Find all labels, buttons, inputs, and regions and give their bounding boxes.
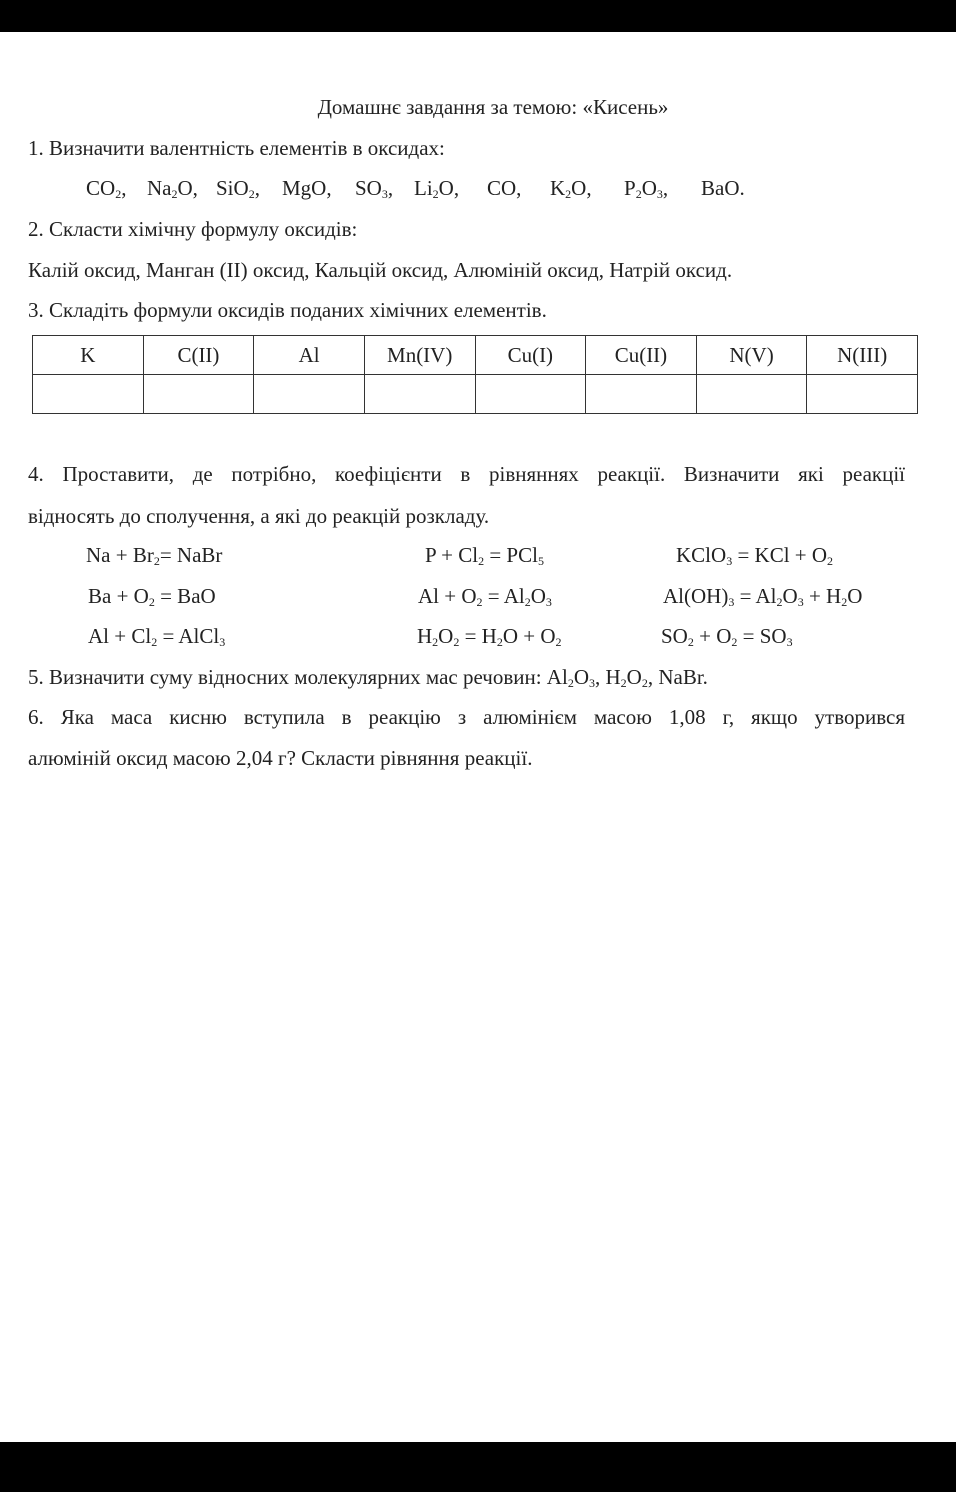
subscript: 2 — [148, 595, 155, 609]
oxide-item: CO, — [487, 176, 522, 200]
task1-text: 1. Визначити валентність елементів в оксидах: — [28, 136, 445, 160]
task2-list: Калій оксид, Манган (II) оксид, Кальцій оксид, Алюміній оксид, Натрій оксид. — [28, 258, 733, 282]
table-header-cell: Cu(II) — [586, 336, 697, 375]
equation: $Al(OH)_3 = Al_2O_3 + H_2O$ — [663, 584, 863, 609]
task4-line1: 4. Проставити, де потрібно, коефіцієнти в рівняннях реакції. Визначити які реакції — [28, 462, 905, 486]
oxide-item: $Li_2O$, — [414, 176, 460, 201]
table-answer-cell — [475, 375, 586, 414]
subscript: 3 — [786, 635, 793, 649]
subscript: 2 — [432, 635, 439, 649]
equation: $Na + Br_2=$ NaBr — [86, 543, 223, 568]
table-header-cell: K — [33, 336, 144, 375]
subscript: 2 — [453, 635, 460, 649]
top-black-bar — [0, 0, 956, 32]
subscript: 3 — [381, 187, 388, 201]
page-title: Домашнє завдання за темою: «Кисень» — [317, 95, 669, 119]
elements-table — [32, 335, 918, 414]
subscript: 2 — [555, 635, 562, 649]
table-answer-cell — [364, 375, 475, 414]
table-answer-cell — [586, 375, 697, 414]
subscript: 2 — [151, 635, 158, 649]
subscript: 3 — [797, 595, 804, 609]
task3-text: 3. Складіть формули оксидів поданих хімічних елементів. — [28, 298, 547, 322]
task2-text: 2. Скласти хімічну формулу оксидів: — [28, 217, 358, 241]
subscript: 3 — [219, 635, 226, 649]
subscript: 2 — [827, 554, 834, 568]
oxide-item: $Na_2O$, — [147, 176, 198, 201]
subscript: 3 — [545, 595, 552, 609]
subscript: 2 — [641, 676, 648, 690]
subscript: 5 — [537, 554, 544, 568]
table-answer-cell — [143, 375, 254, 414]
table-answer-cell — [254, 375, 365, 414]
table-header-cell: Cu(I) — [475, 336, 586, 375]
table-header-cell: C(II) — [143, 336, 254, 375]
oxide-item: SiO$_2$, — [216, 176, 260, 201]
table-answer-cell — [807, 375, 918, 414]
oxide-item: MgO, — [282, 176, 332, 200]
subscript: 2 — [524, 595, 531, 609]
subscript: 2 — [115, 187, 122, 201]
equation: $SO_2 + O_2 = SO_3$ — [661, 624, 793, 649]
subscript: 2 — [776, 595, 783, 609]
subscript: 2 — [478, 554, 485, 568]
oxide-item: $P_2O_3$, — [624, 176, 669, 201]
oxide-item: $K_2O$, — [550, 176, 592, 201]
subscript: 2 — [687, 635, 694, 649]
bottom-black-bar — [0, 1442, 956, 1492]
equation: $Ba + O_2$ = BaO — [88, 584, 216, 609]
task5-text: 5. Визначити суму відносних молекулярних мас речовин: $Al_2O_3$, $H_2O_2$, NaBr. — [28, 665, 708, 690]
subscript: 2 — [171, 187, 178, 201]
equation: $H_2O_2 = H_2O + O_2$ — [417, 624, 562, 649]
subscript: 3 — [728, 595, 735, 609]
equation: $P + Cl_2 = PCl_5$ — [425, 543, 544, 568]
subscript: 3 — [656, 187, 663, 201]
subscript: 2 — [432, 187, 439, 201]
subscript: 2 — [731, 635, 738, 649]
oxide-item: $SO_3$, — [355, 176, 394, 201]
table-header-cell: Al — [254, 336, 365, 375]
task6-line1: 6. Яка маса кисню вступила в реакцію з алюмінієм масою 1,08 г, якщо утворився — [28, 705, 905, 729]
task6-line2: алюміній оксид масою 2,04 г? Скласти рівняння реакції. — [28, 746, 533, 770]
subscript: 2 — [153, 554, 160, 568]
oxide-item: BaO. — [701, 176, 745, 200]
subscript: 3 — [726, 554, 733, 568]
subscript: 2 — [635, 187, 642, 201]
equation: $Al + Cl_2$ = AlCl$_3$ — [88, 624, 226, 649]
subscript: 2 — [476, 595, 483, 609]
table-answer-cell — [33, 375, 144, 414]
subscript: 2 — [567, 676, 574, 690]
table-header-row — [33, 336, 918, 375]
table-header-cell: N(V) — [696, 336, 807, 375]
subscript: 2 — [248, 187, 255, 201]
subscript: 2 — [620, 676, 627, 690]
table-answer-row — [33, 375, 918, 414]
subscript: 2 — [841, 595, 848, 609]
subscript: 2 — [496, 635, 503, 649]
table-header-cell: Mn(IV) — [364, 336, 475, 375]
subscript: 2 — [565, 187, 572, 201]
equation: KClO$_3$ = KCl + $O_2$ — [676, 543, 834, 568]
task4-line2: відносять до сполучення, а які до реакцій розкладу. — [28, 504, 490, 528]
table-answer-cell — [696, 375, 807, 414]
equation: $Al + O_2 = Al_2O_3$ — [418, 584, 552, 609]
subscript: 3 — [588, 676, 595, 690]
table-header-cell: N(III) — [807, 336, 918, 375]
oxide-item: $CO_2$, — [86, 176, 127, 201]
